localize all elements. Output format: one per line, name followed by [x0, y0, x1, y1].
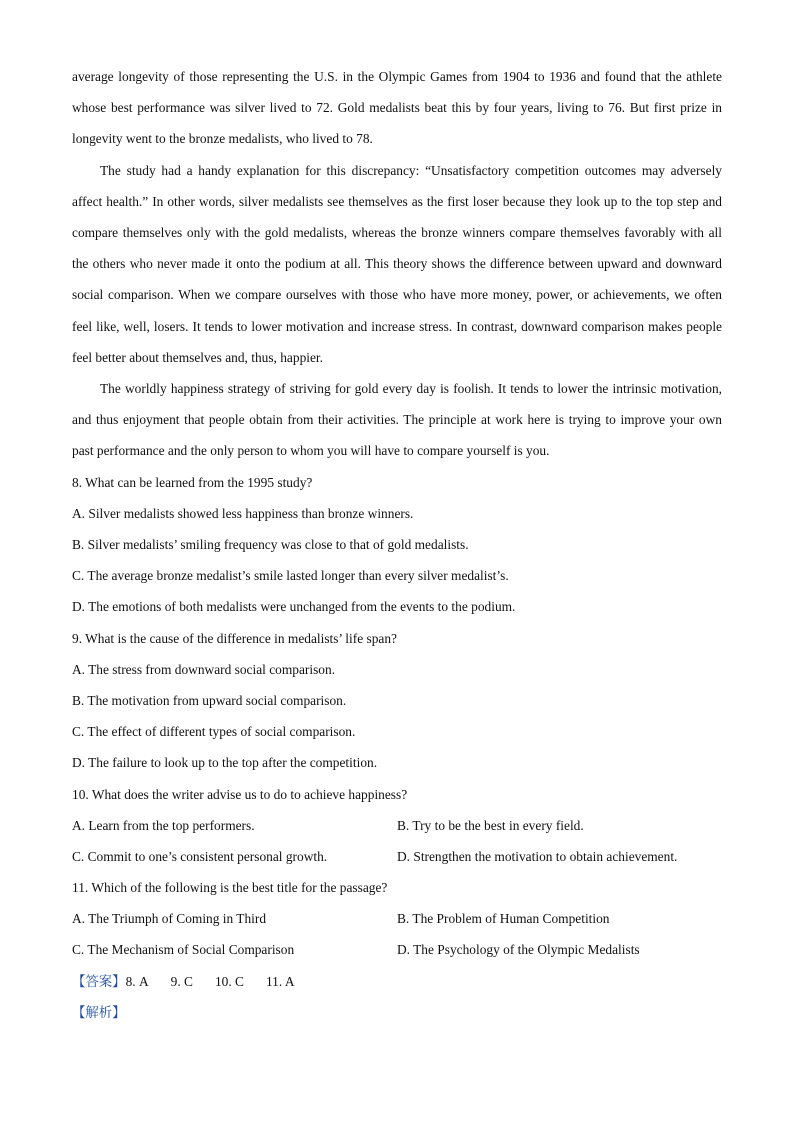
question-stem: 10. What does the writer advise us to do to achieve happiness? [72, 786, 408, 802]
analysis-label: 【解析】 [72, 1004, 126, 1020]
option-d: D. The failure to look up to the top after the competition. [72, 755, 378, 771]
option-c: C. The Mechanism of Social Comparison [72, 942, 295, 958]
analysis-heading [72, 997, 722, 1028]
answer-label: 【答案】 [72, 973, 126, 989]
option-a: A. The Triumph of Coming in Third [72, 911, 267, 927]
answer-item: 9. C [170, 973, 193, 989]
options-row [72, 841, 722, 872]
passage-paragraph-1: average longevity of those representing the U.S. in the Olympic Games from 1904 to 1936 and found that the athlete whose best performance was silver lived to 72. Gold medalists beat this by four years, living to 76. But first prize in longevity went to the bronze medalists, who lived to 78. [72, 69, 722, 147]
passage-paragraph-3: The worldly happiness strategy of striving for gold every day is foolish. It tends to lower the intrinsic motivation, and thus enjoyment that people obtain from their activities. The principle at work here is trying to improve your own past performance and the only person to whom you will have to compare yourself is you. [72, 381, 722, 459]
options-row [72, 934, 722, 965]
question-9 [72, 623, 722, 779]
question-stem: 8. What can be learned from the 1995 study? [72, 474, 313, 490]
option-a: A. Silver medalists showed less happiness than bronze winners. [72, 505, 414, 521]
option-a: A. Learn from the top performers. [72, 817, 255, 833]
option-c: C. The effect of different types of social comparison. [72, 724, 356, 740]
option-a: A. The stress from downward social comparison. [72, 661, 336, 677]
option-d: D. The emotions of both medalists were unchanged from the events to the podium. [72, 599, 516, 615]
options-row [72, 810, 722, 841]
answer-item: 8. A [125, 973, 149, 989]
question-stem: 11. Which of the following is the best title for the passage? [72, 880, 388, 896]
option-b: B. The Problem of Human Competition [397, 911, 610, 927]
option-d: D. Strengthen the motivation to obtain achievement. [397, 848, 678, 864]
option-b: B. Silver medalists’ smiling frequency was close to that of gold medalists. [72, 537, 469, 553]
answer-item: 10. C [214, 973, 244, 989]
option-b: B. The motivation from upward social comparison. [72, 692, 347, 708]
option-c: C. Commit to one’s consistent personal growth. [72, 848, 328, 864]
question-8 [72, 467, 722, 623]
document-page [72, 61, 722, 1028]
question-11 [72, 872, 722, 966]
option-b: B. Try to be the best in every field. [397, 817, 584, 833]
option-c: C. The average bronze medalist’s smile lasted longer than every silver medalist’s. [72, 568, 509, 584]
option-d: D. The Psychology of the Olympic Medalists [397, 942, 640, 958]
answer-key [72, 966, 722, 997]
answer-item: 11. A [265, 973, 295, 989]
passage-paragraph-2: The study had a handy explanation for this discrepancy: “Unsatisfactory competition outcomes may adversely affect health.” In other words, silver medalists see themselves as the first loser because they look up to the top step and compare themselves only with the gold medalists, whereas the bronze winners compare themselves favorably with all the others who never made it onto the podium at all. This theory shows the difference between upward and downward social comparison. When we compare ourselves with those who have more money, power, or achievements, we often feel like, well, losers. It tends to lower motivation and increase stress. In contrast, downward comparison makes people feel better about themselves and, thus, happier. [72, 162, 722, 365]
question-10 [72, 779, 722, 873]
question-stem: 9. What is the cause of the difference in medalists’ life span? [72, 630, 397, 646]
options-row [72, 903, 722, 934]
